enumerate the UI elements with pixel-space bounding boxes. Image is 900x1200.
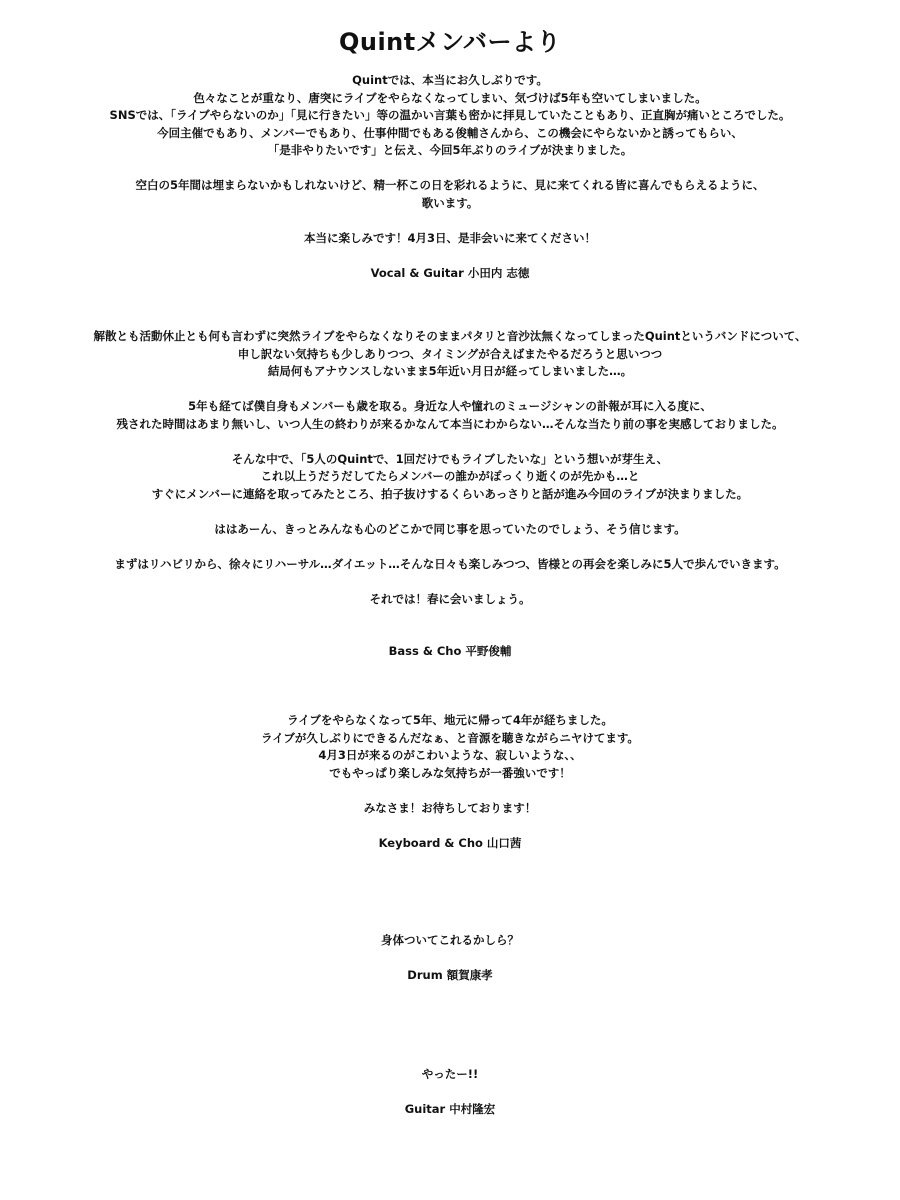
message-paragraph xyxy=(0,328,900,381)
message-paragraph xyxy=(0,556,900,574)
message-line: 歌います。 xyxy=(421,195,479,210)
member-message-vocal-guitar xyxy=(0,72,900,282)
message-line: ライブが久しぶりにできるんだなぁ、と音源を聴きながらニヤけてます。 xyxy=(261,730,639,745)
message-paragraph xyxy=(0,591,900,609)
message-line: Quintでは、本当にお久しぶりです。 xyxy=(352,73,548,87)
message-line: やったー!! xyxy=(421,1067,479,1081)
message-line: 身体ついてこれるかしら？ xyxy=(381,933,519,947)
message-paragraph xyxy=(0,712,900,782)
message-line: すぐにメンバーに連絡を取ってみたところ、拍子抜けするくらいあっさりと話が進み今回のライブが決まりました。 xyxy=(151,486,749,501)
member-message-bass-cho xyxy=(0,328,900,661)
member-message-drum xyxy=(0,932,900,985)
message-line: 空白の5年間は埋まらないかもしれないけど、精一杯この日を彩れるように、見に来てくれる皆に喜んでもらえるように、 xyxy=(135,178,765,192)
message-line: そんな中で、「5人のQuintで、1回だけでもライブしたいな」という想いが芽生え、 xyxy=(231,451,669,466)
message-paragraph xyxy=(0,177,900,212)
message-line: 解散とも活動休止とも何も言わずに突然ライブをやらなくなりそのままパタリと音沙汰無くなってしまったQuintというバンドについて、 xyxy=(93,329,807,343)
message-paragraph xyxy=(0,1066,900,1084)
member-message-guitar xyxy=(0,1066,900,1119)
message-paragraph xyxy=(0,230,900,248)
message-line: ライブをやらなくなって5年、地元に帰って4年が経ちました。 xyxy=(287,713,613,727)
message-paragraph xyxy=(0,72,900,160)
message-line: 色々なことが重なり、唐突にライブをやらなくなってしまい、気づけば5年も空いてしまいました。 xyxy=(193,90,707,105)
message-paragraph xyxy=(0,398,900,433)
message-line: 本当に楽しみです！4月3日、是非会いに来てください！ xyxy=(303,230,596,245)
member-signature: Drum 額賀康孝 xyxy=(407,968,493,982)
message-line: 残された時間はあまり無いし、いつ人生の終わりが来るかなんて本当にわからない…そんな当たり前の事を実感しておりました。 xyxy=(116,416,784,431)
member-message-keyboard-cho xyxy=(0,712,900,852)
message-line: でもやっぱり楽しみな気持ちが一番強いです！ xyxy=(329,765,571,780)
message-paragraph xyxy=(0,800,900,818)
message-line: SNSでは、「ライブやらないのか」「見に行きたい」等の温かい言葉も密かに拝見していたこともあり、正直胸が痛いところでした。 xyxy=(109,108,791,122)
message-line: みなさま！お待ちしております！ xyxy=(363,800,537,815)
message-line: 申し訳ない気持ちも少しありつつ、タイミングが合えばまたやるだろうと思いつつ xyxy=(237,346,663,361)
message-line: それでは！春に会いましょう。 xyxy=(369,591,531,606)
message-paragraph xyxy=(0,521,900,539)
message-line: 4月3日が来るのがこわいような、寂しいような、、 xyxy=(318,748,582,762)
message-paragraph xyxy=(0,451,900,504)
message-line: ははあーん、きっとみんなも心のどこかで同じ事を思っていたのでしょう、そう信じます。 xyxy=(214,521,686,536)
message-paragraph xyxy=(0,932,900,950)
member-signature: Bass & Cho 平野俊輔 xyxy=(388,644,512,658)
member-signature: Keyboard & Cho 山口茜 xyxy=(378,835,522,850)
page-title: Quintメンバーより xyxy=(338,28,562,56)
message-line: 5年も経てば僕自身もメンバーも歳を取る。身近な人や憧れのミュージシャンの訃報が耳に入る度に、 xyxy=(188,399,712,413)
message-line: 結局何もアナウンスしないまま5年近い月日が経ってしまいました…。 xyxy=(267,364,633,378)
message-line: 「是非やりたいです」と伝え、今回5年ぶりのライブが決まりました。 xyxy=(267,143,633,157)
member-signature: Vocal & Guitar 小田内 志徳 xyxy=(370,265,530,280)
message-line: まずはリハビリから、徐々にリハーサル…ダイエット…そんな日々も楽しみつつ、皆様との再会を楽しみに5人で歩んでいきます。 xyxy=(114,556,786,571)
message-line: これ以上うだうだしてたらメンバーの誰かがぽっくり逝くのが先かも…と xyxy=(260,469,640,483)
member-signature: Guitar 中村隆宏 xyxy=(404,1102,496,1116)
message-line: 今回主催でもあり、メンバーでもあり、仕事仲間でもある俊輔さんから、この機会にやらないかと誘ってもらい、 xyxy=(157,125,743,140)
